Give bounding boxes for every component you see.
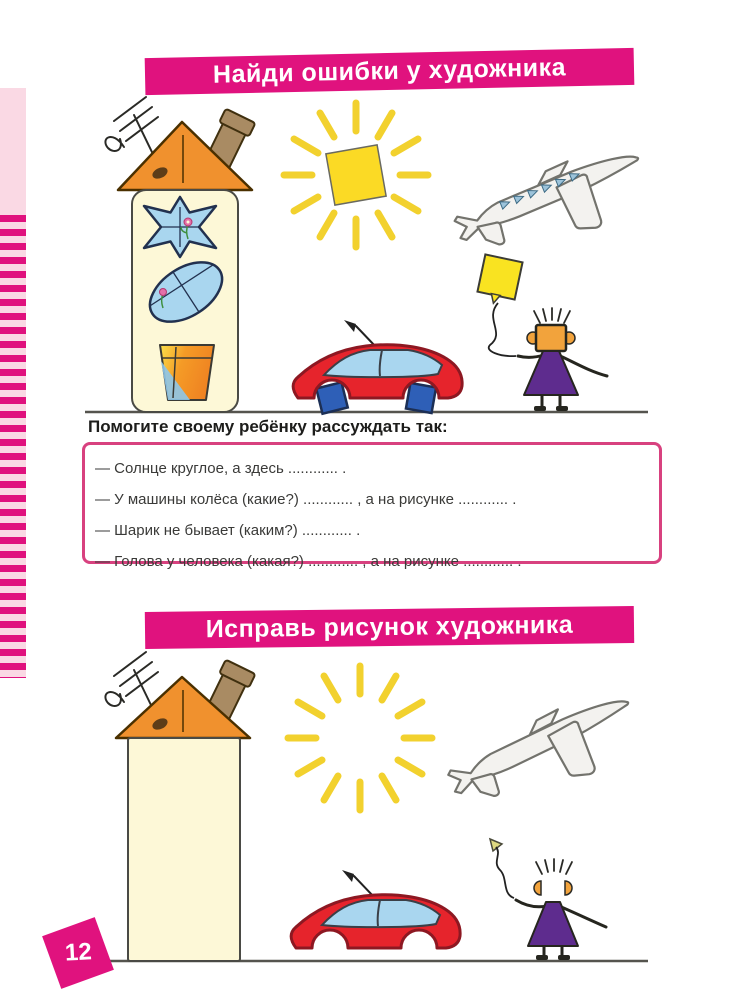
- left-decoration-band: [0, 88, 26, 657]
- house-empty-icon: [105, 652, 255, 961]
- car-no-wheels-icon: [291, 870, 460, 948]
- airplane-icon: [449, 136, 656, 276]
- balloon-string: [489, 303, 516, 356]
- hint-line: — Голова у человека (какая?) ............ , а на рисунке ............ .: [95, 553, 522, 570]
- left-decoration-stripes: [0, 215, 26, 678]
- section1-title-banner: [145, 48, 635, 95]
- balloon-string: [496, 847, 514, 898]
- help-heading: Помогите своему ребёнку рассуждать так:: [88, 417, 448, 436]
- airplane-empty-icon: [442, 681, 649, 829]
- foot: [536, 955, 548, 960]
- hint-box: [82, 442, 662, 570]
- sun-square: [326, 145, 386, 205]
- square-head: [536, 325, 566, 351]
- child-with-balloon-icon: [476, 254, 607, 411]
- string-knot: [490, 839, 502, 851]
- house-wall-empty: [128, 738, 240, 961]
- square-wheel: [406, 383, 436, 413]
- house-icon: [105, 97, 255, 412]
- sun-rays-icon: [288, 666, 432, 810]
- ear: [565, 881, 572, 895]
- hint-line: — Шарик не бывает (каким?) ............ .: [95, 522, 361, 539]
- arm: [516, 900, 547, 907]
- ear: [534, 881, 541, 895]
- square-wheel: [316, 382, 348, 414]
- car-icon: [293, 320, 462, 414]
- page-number: 12: [63, 938, 93, 967]
- section2-illustration: [60, 650, 660, 980]
- section2-title: Исправь рисунок художника: [205, 610, 574, 644]
- foot: [558, 955, 570, 960]
- foot: [534, 406, 546, 411]
- section1-illustration: [60, 95, 660, 425]
- child-no-head-icon: [490, 839, 606, 960]
- square-sun-icon: [284, 103, 428, 247]
- foot: [556, 406, 568, 411]
- dress: [528, 902, 578, 946]
- section2-title-banner: [145, 606, 634, 649]
- square-balloon-icon: [476, 254, 523, 307]
- hint-line: — Солнце круглое, а здесь ............ .: [95, 460, 347, 477]
- hint-line: — У машины колёса (какие?) ............ , а на рисунке ............ .: [95, 491, 517, 508]
- hair: [534, 308, 570, 323]
- hair: [536, 859, 572, 874]
- section1-title: Найди ошибки у художника: [212, 53, 567, 89]
- cup-window-icon: [160, 345, 214, 400]
